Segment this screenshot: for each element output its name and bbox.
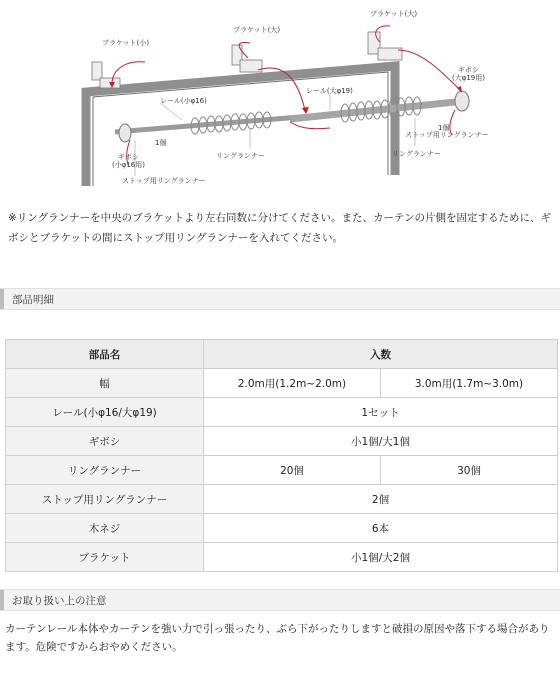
table-row bbox=[6, 514, 558, 543]
header-part-name: 部品名 bbox=[6, 340, 204, 369]
bracket-small bbox=[92, 62, 120, 88]
parts-section-title: 部品明細 bbox=[12, 294, 54, 306]
row-rail-name: レール(小φ16/大φ19) bbox=[6, 398, 204, 427]
assembly-note: ※リングランナーを中央のブラケットより左右同数に分けてください。また、カーテンの片側を固定するために、ギボシとブラケットの間にストップ用リングランナーを入れてください。 bbox=[8, 212, 552, 244]
label-rail: レール(小φ16) bbox=[160, 97, 207, 105]
row-bracket-value: 小1個/大2個 bbox=[204, 543, 558, 572]
row-size-2m: 2.0m用(1.2m~2.0m) bbox=[204, 369, 381, 398]
table-row bbox=[6, 427, 558, 456]
row-screw-name: 木ネジ bbox=[6, 514, 204, 543]
parts-table bbox=[5, 339, 558, 572]
table-row bbox=[6, 456, 558, 485]
row-size-3m: 3.0m用(1.7m~3.0m) bbox=[381, 369, 558, 398]
label-one-piece-right: 1個 bbox=[438, 124, 450, 132]
finial-small bbox=[119, 124, 131, 142]
label-finial-large-line1: ギボシ bbox=[458, 66, 479, 74]
parts-section-header bbox=[0, 288, 560, 310]
table-row bbox=[6, 369, 558, 398]
table-header-row bbox=[6, 340, 558, 369]
caution-text: カーテンレール本体やカーテンを強い力で引っ張ったり、ぶら下がったりしますと破損の原因や落下する場合があります。危険ですからおやめください。 bbox=[5, 623, 550, 653]
row-rail-value: 1セット bbox=[204, 398, 558, 427]
row-finial-name: ギボシ bbox=[6, 427, 204, 456]
row-finial-value: 小1個/大1個 bbox=[204, 427, 558, 456]
table-row bbox=[6, 543, 558, 572]
bracket-large-center bbox=[232, 45, 262, 72]
label-one-piece-left: 1個 bbox=[155, 139, 167, 147]
label-ring-runner-right: リングランナー bbox=[392, 150, 441, 158]
label-stop-runner-left: ストップ用リングランナー bbox=[122, 177, 206, 185]
header-quantity: 入数 bbox=[204, 340, 558, 369]
label-finial-small bbox=[112, 153, 145, 169]
curtain-rail-diagram bbox=[0, 0, 560, 195]
label-rail-large: レール(大φ19) bbox=[306, 87, 353, 95]
label-finial-small-line1: ギボシ bbox=[118, 153, 139, 161]
label-bracket-small: ブラケット(小) bbox=[102, 39, 150, 47]
row-stop-value: 2個 bbox=[204, 485, 558, 514]
row-bracket-name: ブラケット bbox=[6, 543, 204, 572]
row-stop-name: ストップ用リングランナー bbox=[6, 485, 204, 514]
label-finial-large-line2: (大φ19用) bbox=[452, 74, 485, 83]
caution-section-header bbox=[0, 589, 560, 611]
caution-section-title: お取り扱い上の注意 bbox=[12, 595, 107, 607]
label-bracket-large-center: ブラケット(大) bbox=[233, 26, 281, 34]
row-size-name: 幅 bbox=[6, 369, 204, 398]
bracket-large-right bbox=[368, 32, 402, 60]
label-finial-small-line2: (小φ16用) bbox=[112, 161, 145, 170]
row-ring-name: リングランナー bbox=[6, 456, 204, 485]
label-stop-runner-right: ストップ用リングランナー bbox=[405, 131, 489, 139]
table-row bbox=[6, 485, 558, 514]
row-screw-value: 6本 bbox=[204, 514, 558, 543]
finial-large bbox=[455, 91, 469, 111]
label-bracket-large-right: ブラケット(大) bbox=[370, 10, 418, 18]
section-accent-bar bbox=[0, 590, 4, 610]
label-finial-large bbox=[452, 66, 485, 82]
row-ring-2m: 20個 bbox=[204, 456, 381, 485]
table-row bbox=[6, 398, 558, 427]
rail-large bbox=[290, 101, 465, 119]
label-ring-runner: リングランナー bbox=[216, 152, 265, 160]
row-ring-3m: 30個 bbox=[381, 456, 558, 485]
section-accent-bar bbox=[0, 289, 4, 309]
